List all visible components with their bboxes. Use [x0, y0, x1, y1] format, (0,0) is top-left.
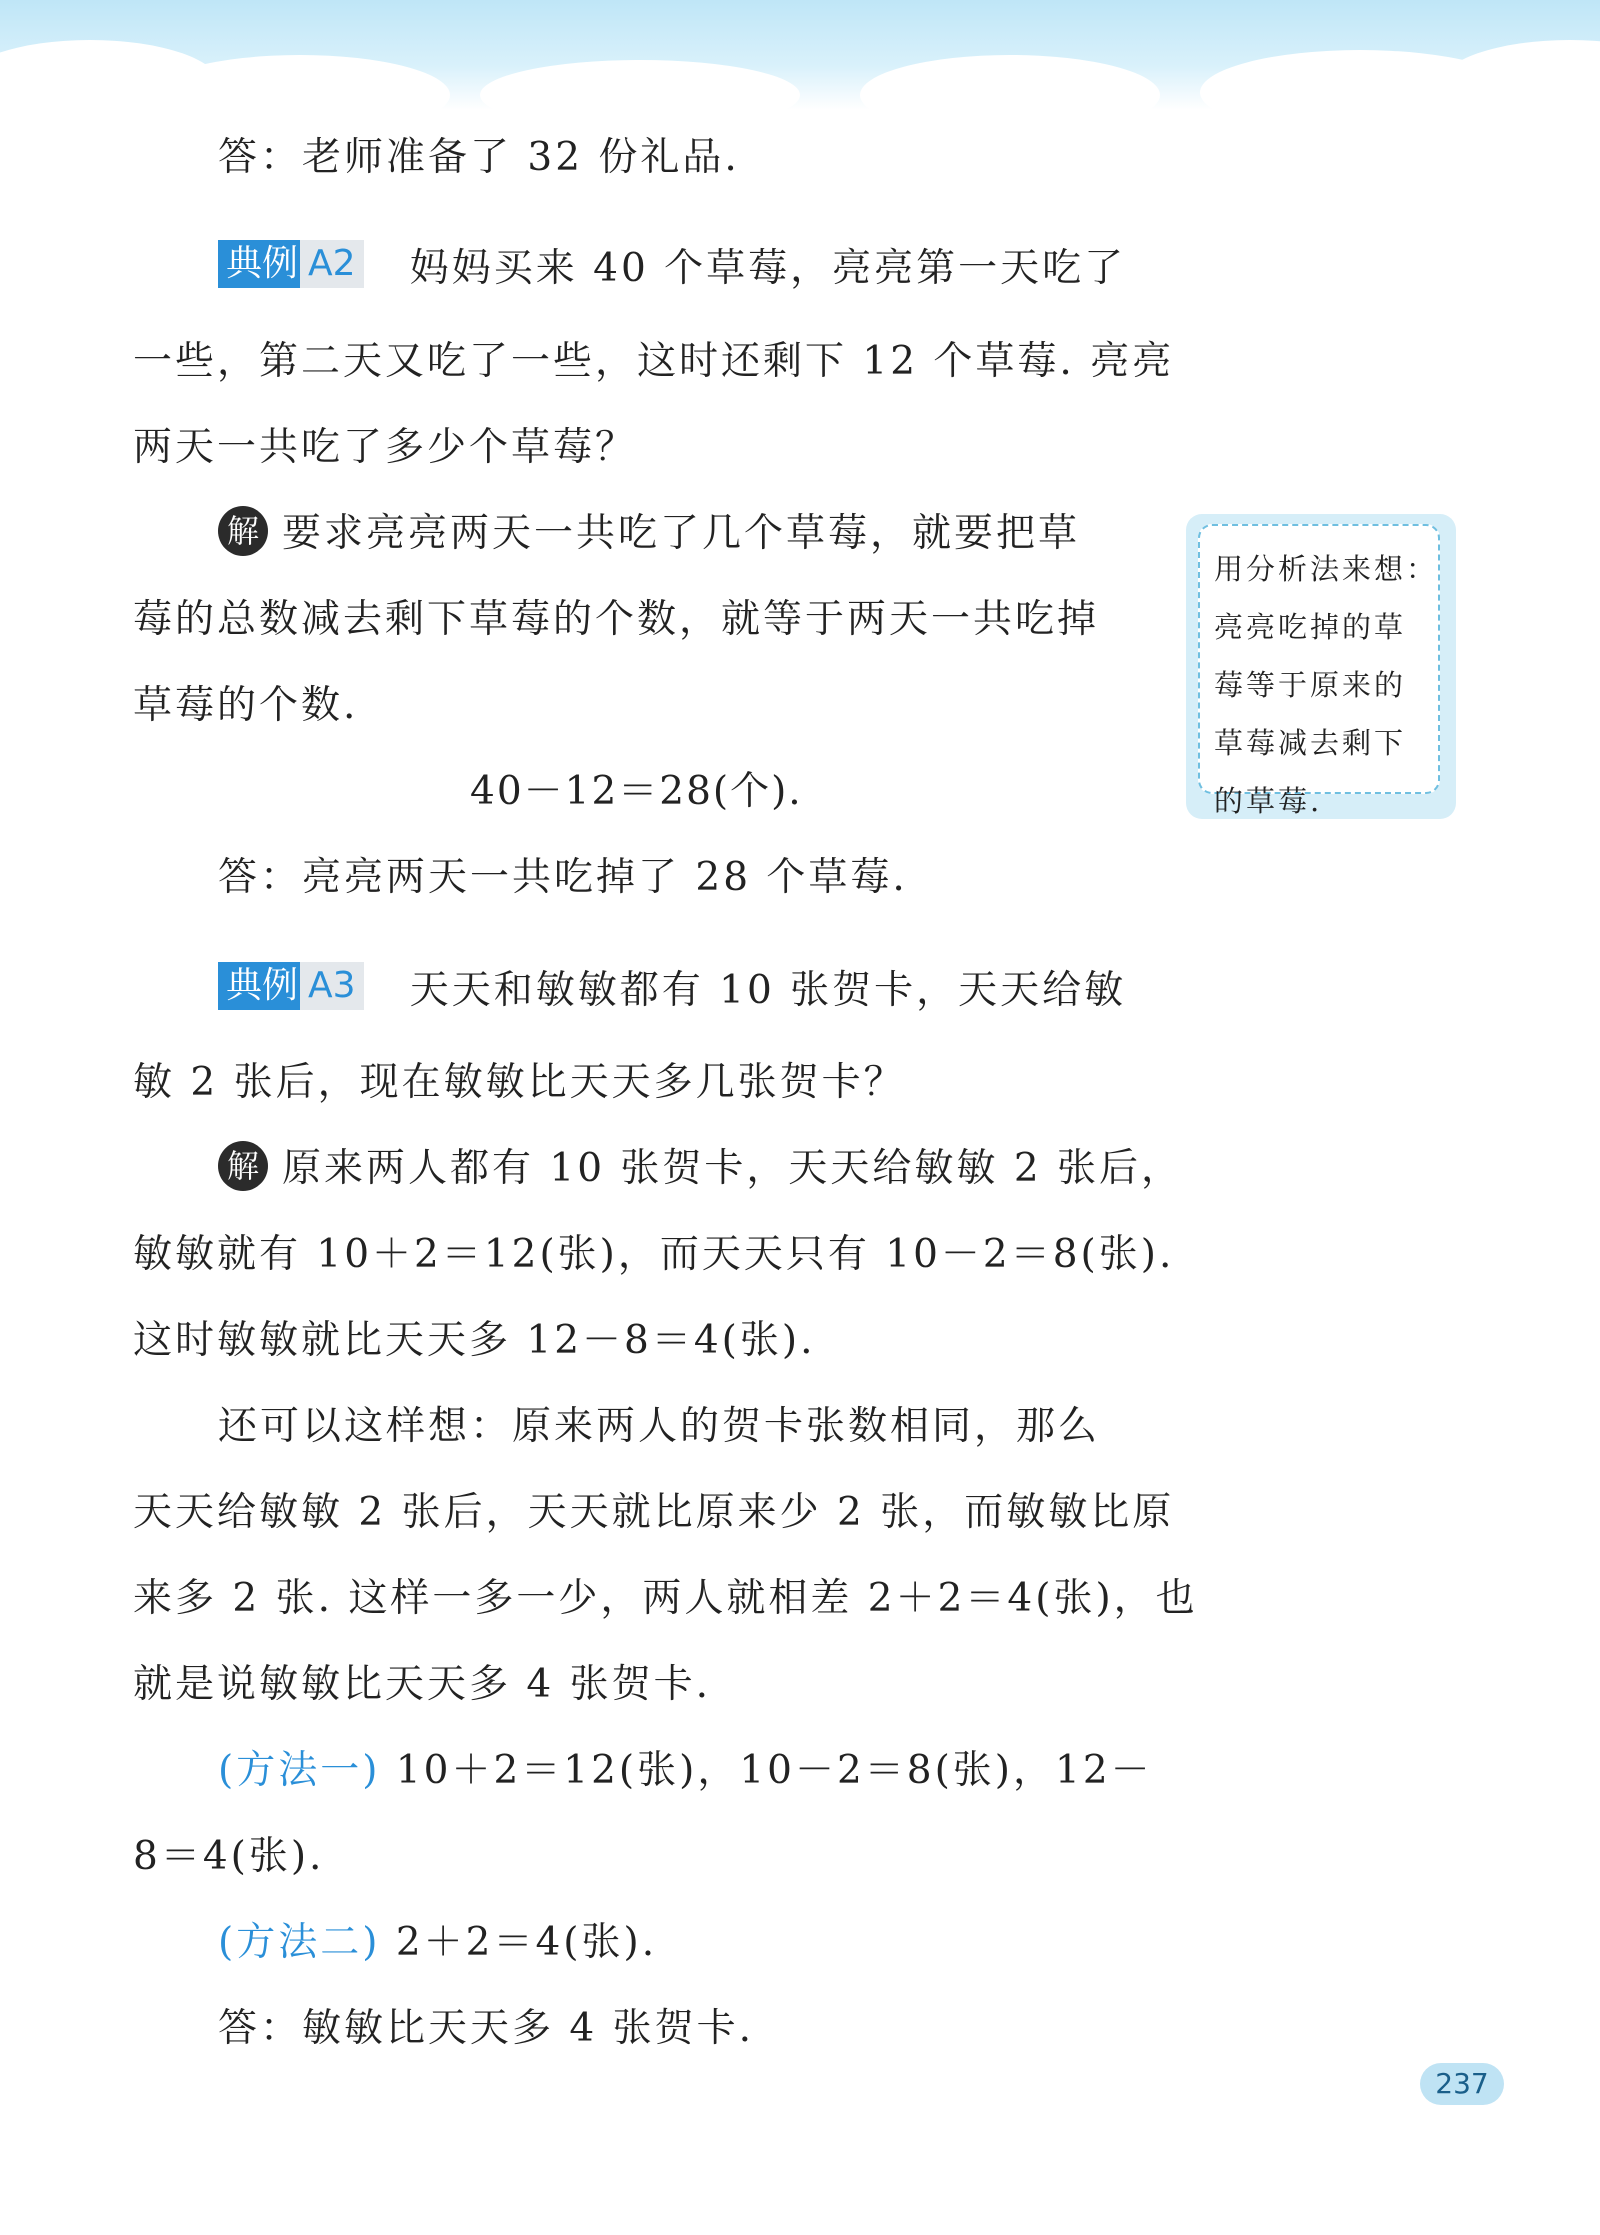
example-number: A3 — [300, 962, 364, 1010]
side-note — [1186, 514, 1456, 819]
solution-line — [218, 491, 1143, 577]
problem-text: 敏 2 张后，现在敏敏比天天多几张贺卡？ — [133, 1060, 906, 1105]
alt-method-text: 来多 2 张. 这样一多一少，两人就相差 2＋2＝4(张)，也 — [133, 1576, 1198, 1621]
solution-text: 敏敏就有 10＋2＝12(张)，而天天只有 10－2＝8(张). — [133, 1232, 1175, 1277]
example-a2-heading — [218, 226, 1143, 312]
alt-method-text: 还可以这样想：原来两人的贺卡张数相同，那么 — [218, 1404, 1101, 1449]
problem-text: 两天一共吃了多少个草莓？ — [133, 425, 638, 470]
solution-text: 这时敏敏就比天天多 12－8＝4(张). — [133, 1318, 816, 1363]
side-note-box — [1198, 524, 1440, 818]
method-one-text: 10＋2＝12(张)，10－2＝8(张)，12－ — [380, 1748, 1153, 1793]
solution-line — [218, 1126, 1184, 1212]
method-one-text: 8＝4(张). — [133, 1834, 325, 1879]
equation: 40－12＝28(个). — [470, 769, 803, 814]
side-note-line: 的草莓. — [1214, 784, 1323, 818]
solution-text: 莓的总数减去剩下草莓的个数，就等于两天一共吃掉 — [133, 597, 1100, 642]
side-note-line: 草莓减去剩下 — [1214, 726, 1407, 760]
side-note-line: 用分析法来想： — [1214, 552, 1439, 586]
problem-text: 一些，第二天又吃了一些，这时还剩下 12 个草莓. 亮亮 — [133, 339, 1175, 384]
answer-text: 答：敏敏比天天多 4 张贺卡. — [218, 2006, 755, 2051]
example-tag: 典例 — [218, 962, 306, 1010]
solution-badge: 解 — [218, 506, 268, 556]
example-number: A2 — [300, 240, 364, 288]
solution-text: 草莓的个数. — [133, 683, 359, 728]
method-one — [218, 1728, 1153, 1814]
alt-method-text: 就是说敏敏比天天多 4 张贺卡. — [133, 1662, 712, 1707]
method-one-label: (方法一) — [218, 1748, 381, 1793]
answer-text: 答：老师准备了 32 份礼品. — [218, 135, 740, 180]
method-two-label: (方法二) — [218, 1920, 381, 1965]
method-two-text: 2＋2＝4(张). — [380, 1920, 658, 1965]
problem-text: 妈妈买来 40 个草莓，亮亮第一天吃了 — [409, 246, 1127, 291]
side-note-line: 亮亮吃掉的草 — [1214, 610, 1407, 644]
example-a3-heading — [218, 948, 1143, 1034]
alt-method-text: 天天给敏敏 2 张后，天天就比原来少 2 张，而敏敏比原 — [133, 1490, 1175, 1535]
side-note-line: 莓等于原来的 — [1214, 668, 1407, 702]
solution-text: 要求亮亮两天一共吃了几个草莓，就要把草 — [282, 511, 1081, 556]
solution-text: 原来两人都有 10 张贺卡，天天给敏敏 2 张后， — [282, 1146, 1184, 1191]
solution-badge: 解 — [218, 1141, 268, 1191]
answer-text: 答：亮亮两天一共吃掉了 28 个草莓. — [218, 855, 908, 900]
page-number: 237 — [1420, 2063, 1504, 2105]
example-tag: 典例 — [218, 240, 306, 288]
problem-text: 天天和敏敏都有 10 张贺卡，天天给敏 — [409, 968, 1127, 1013]
method-two — [218, 1900, 1143, 1986]
